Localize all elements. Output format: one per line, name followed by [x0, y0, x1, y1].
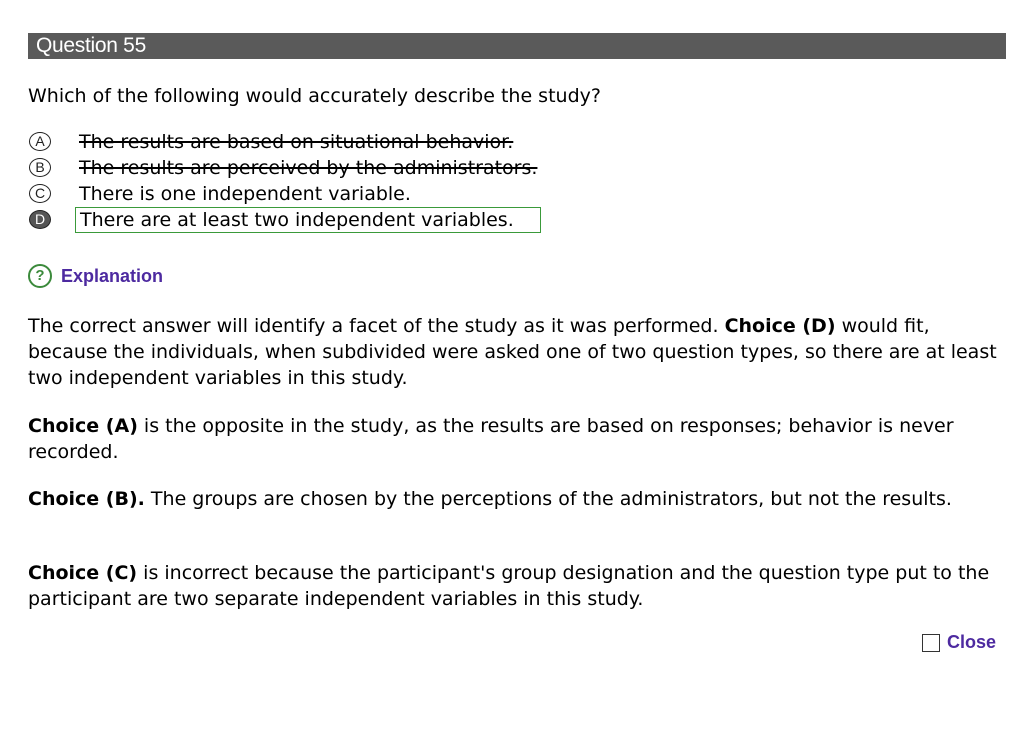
choice-a[interactable]: [28, 129, 728, 155]
choice-d-circle-icon[interactable]: D: [29, 210, 51, 229]
choice-b-text[interactable]: The results are perceived by the administrators.: [79, 157, 538, 179]
explanation-toggle[interactable]: [28, 264, 163, 288]
choice-a-circle-icon[interactable]: A: [29, 132, 51, 151]
question-prompt: Which of the following would accurately describe the study?: [28, 85, 601, 107]
answer-choices: [28, 129, 728, 233]
help-question-icon[interactable]: ?: [28, 264, 52, 288]
explanation-paragraph-4: Choice (C) is incorrect because the participant's group designation and the question type put to the participant are two separate independent variables in this study.: [28, 562, 990, 610]
choice-c-circle-icon[interactable]: C: [29, 184, 51, 203]
choice-a-text[interactable]: The results are based on situational behavior.: [79, 131, 514, 153]
question-header: [28, 33, 1006, 59]
choice-c[interactable]: [28, 181, 728, 207]
explanation-paragraph-1: The correct answer will identify a facet of the study as it was performed. Choice (D) would fit, because the individuals, when subdivided were asked one of two question types, so there are at least two independent variables in this study.: [28, 315, 997, 389]
close-checkbox-icon[interactable]: [922, 634, 940, 652]
close-label[interactable]: Close: [947, 632, 997, 652]
explanation-paragraph-3: Choice (B). The groups are chosen by the perceptions of the administrators, but not the results.: [28, 488, 952, 510]
explanation-paragraph-2: Choice (A) is the opposite in the study, as the results are based on responses; behavior is never recorded.: [28, 415, 954, 463]
choice-b[interactable]: [28, 155, 728, 181]
explanation-label[interactable]: Explanation: [61, 265, 164, 286]
choice-d[interactable]: [28, 207, 728, 233]
question-title: Question 55: [36, 34, 146, 57]
choice-b-circle-icon[interactable]: B: [29, 158, 51, 177]
choice-d-text[interactable]: There are at least two independent variables.: [75, 207, 541, 233]
choice-c-text[interactable]: There is one independent variable.: [79, 183, 411, 205]
close-button[interactable]: [922, 632, 996, 653]
